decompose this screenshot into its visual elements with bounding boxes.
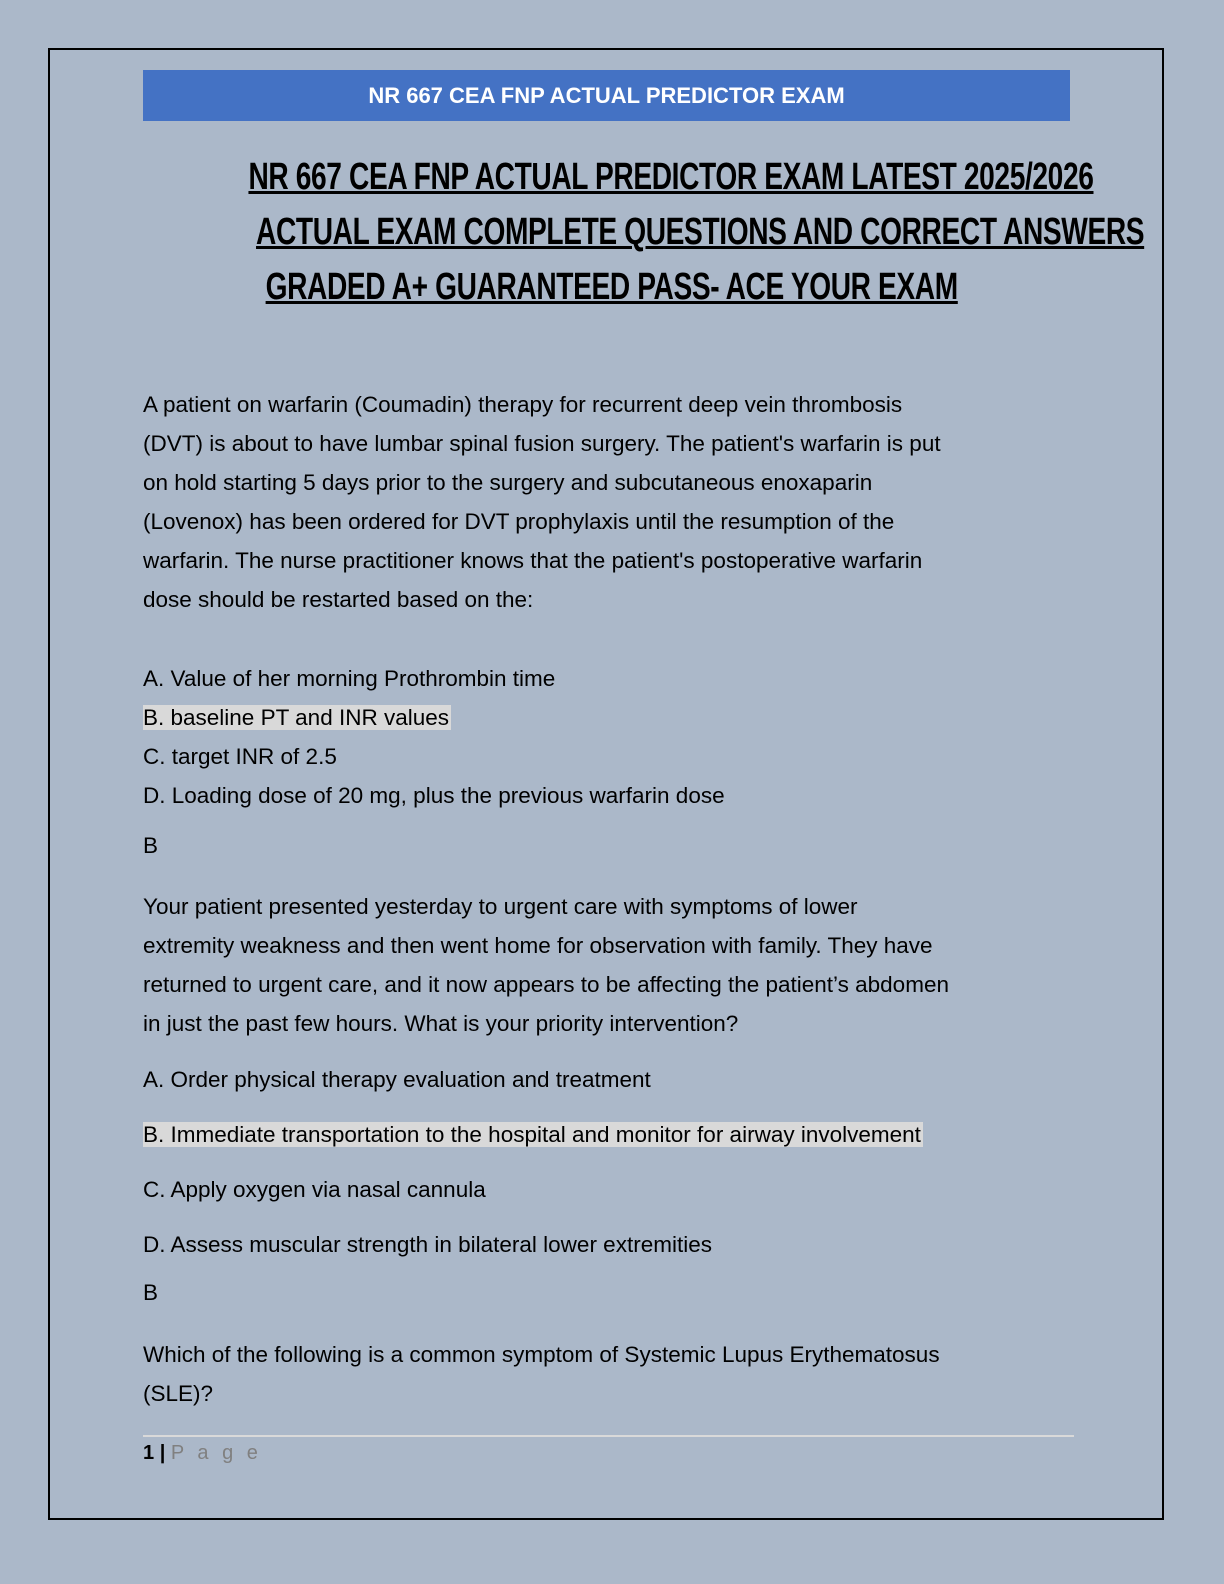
title-line: NR 667 CEA FNP ACTUAL PREDICTOR EXAM LATEST 2025/2026 — [248, 156, 1094, 198]
answer: B — [143, 1280, 159, 1305]
question-text: dose should be restarted based on the: — [143, 587, 534, 612]
question-text: Which of the following is a common symptom of Systemic Lupus Erythematosus — [143, 1342, 940, 1367]
page-footer — [143, 1442, 262, 1465]
question-text: extremity weakness and then went home for observation with family. They have — [143, 933, 933, 958]
option: C. target INR of 2.5 — [143, 744, 337, 769]
footer-separator: | — [159, 1442, 166, 1464]
question-text: A patient on warfarin (Coumadin) therapy for recurrent deep vein thrombosis — [143, 392, 903, 417]
footer-divider — [143, 1435, 1074, 1437]
question-text: warfarin. The nurse practitioner knows that the patient's postoperative warfarin — [143, 548, 923, 573]
answer: B — [143, 833, 159, 858]
question-text: (DVT) is about to have lumbar spinal fusion surgery. The patient's warfarin is put — [143, 431, 941, 456]
page-label: P a g e — [170, 1442, 262, 1464]
question-2-options — [143, 1060, 923, 1280]
question-1 — [143, 385, 941, 619]
question-1-options — [143, 659, 725, 815]
page-number: 1 — [143, 1442, 155, 1464]
question-3 — [143, 1335, 940, 1413]
option-highlighted: B. baseline PT and INR values — [143, 705, 450, 730]
title-line: GRADED A+ GUARANTEED PASS- ACE YOUR EXAM — [265, 266, 959, 308]
question-text: on hold starting 5 days prior to the surgery and subcutaneous enoxaparin — [143, 470, 873, 495]
title-line: ACTUAL EXAM COMPLETE QUESTIONS AND CORRECT ANSWERS — [256, 211, 1145, 253]
option: D. Assess muscular strength in bilateral lower extremities — [143, 1232, 712, 1257]
question-text: (Lovenox) has been ordered for DVT prophylaxis until the resumption of the — [143, 509, 895, 534]
question-text: (SLE)? — [143, 1381, 214, 1406]
option: A. Order physical therapy evaluation and treatment — [143, 1067, 651, 1092]
question-text: Your patient presented yesterday to urgent care with symptoms of lower — [143, 894, 858, 919]
option: A. Value of her morning Prothrombin time — [143, 666, 556, 691]
document-title — [100, 152, 1145, 317]
question-text: in just the past few hours. What is your priority intervention? — [143, 1011, 739, 1036]
option-highlighted: B. Immediate transportation to the hospital and monitor for airway involvement — [143, 1122, 921, 1147]
option: D. Loading dose of 20 mg, plus the previous warfarin dose — [143, 783, 725, 808]
option: C. Apply oxygen via nasal cannula — [143, 1177, 486, 1202]
question-text: returned to urgent care, and it now appears to be affecting the patient’s abdomen — [143, 972, 949, 997]
header-bar: NR 667 CEA FNP ACTUAL PREDICTOR EXAM — [143, 70, 1070, 121]
question-2 — [143, 887, 949, 1043]
